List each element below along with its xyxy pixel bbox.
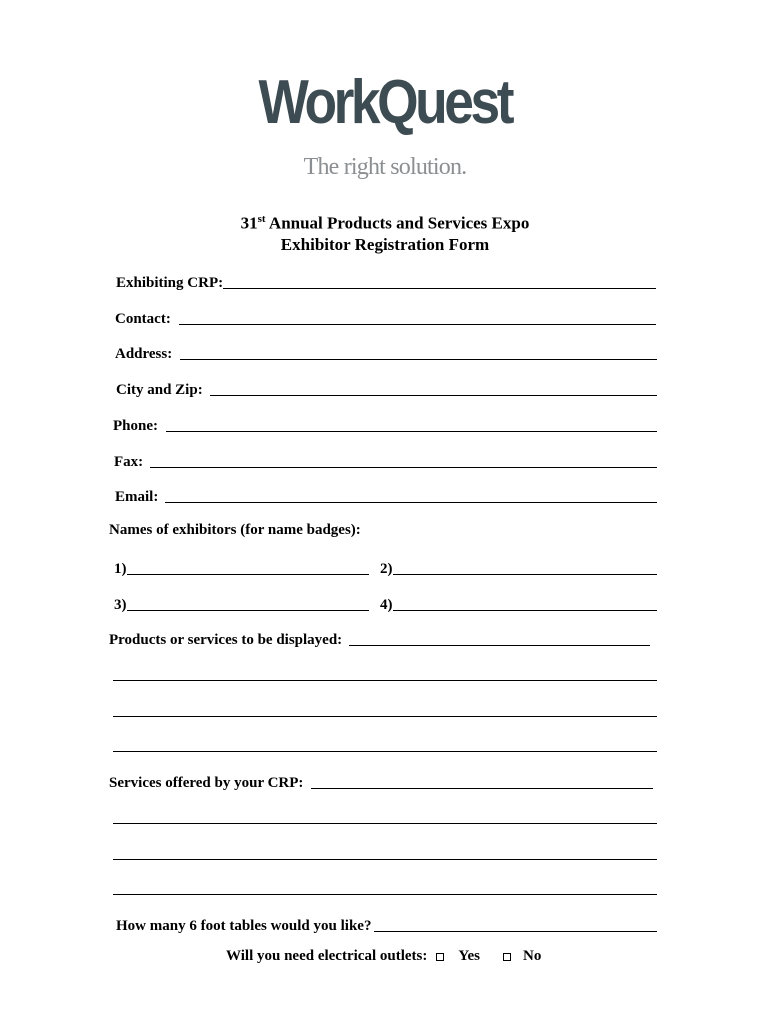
electrical-label: Will you need electrical outlets: xyxy=(226,948,428,964)
exhibitor-2-input[interactable] xyxy=(393,574,658,575)
products-field[interactable] xyxy=(109,628,650,648)
no-checkbox[interactable] xyxy=(503,953,511,961)
city-zip-field[interactable] xyxy=(116,378,657,398)
exhibitor-1-input[interactable] xyxy=(127,574,370,575)
exhibitors-heading: Names of exhibitors (for name badges): xyxy=(109,522,361,538)
logo-tagline: The right solution. xyxy=(303,154,467,180)
tables-field[interactable] xyxy=(116,914,657,934)
yes-label: Yes xyxy=(458,948,481,964)
workquest-logo xyxy=(0,68,770,137)
form-title-line2: Exhibitor Registration Form xyxy=(280,235,490,254)
phone-input[interactable] xyxy=(166,431,657,432)
exhibitor-4-field[interactable] xyxy=(380,593,657,613)
exhibiting-crp-field[interactable] xyxy=(116,271,656,291)
products-line-3[interactable] xyxy=(113,716,657,717)
exhibitor-3-input[interactable] xyxy=(127,610,370,611)
services-field[interactable] xyxy=(109,771,653,791)
electrical-question xyxy=(226,948,541,965)
exhibiting-crp-input[interactable] xyxy=(223,288,656,289)
logo-wordmark: WorkQuest xyxy=(258,68,512,137)
exhibitor-4-input[interactable] xyxy=(393,610,658,611)
products-line-2[interactable] xyxy=(113,680,657,681)
exhibitor-1-field[interactable] xyxy=(114,557,369,577)
title-number: 31 xyxy=(240,213,258,233)
fax-field[interactable] xyxy=(114,450,657,470)
phone-label: Phone: xyxy=(113,418,158,434)
title-line1-text: Annual Products and Services Expo xyxy=(265,213,530,233)
products-label: Products or services to be displayed: xyxy=(109,632,343,648)
exhibitor-3-label: 3) xyxy=(114,597,127,613)
exhibiting-crp-label: Exhibiting CRP: xyxy=(116,275,224,291)
services-label: Services offered by your CRP: xyxy=(109,775,304,791)
exhibitor-4-label: 4) xyxy=(380,597,393,613)
fax-label: Fax: xyxy=(114,454,144,470)
city-zip-label: City and Zip: xyxy=(116,382,203,398)
contact-label: Contact: xyxy=(115,311,171,327)
address-input[interactable] xyxy=(180,359,657,360)
services-line-3[interactable] xyxy=(113,859,657,860)
products-input[interactable] xyxy=(349,645,650,646)
exhibitor-3-field[interactable] xyxy=(114,593,369,613)
exhibitor-2-field[interactable] xyxy=(380,557,657,577)
services-line-2[interactable] xyxy=(113,823,657,824)
email-label: Email: xyxy=(115,489,159,505)
address-label: Address: xyxy=(115,346,173,362)
contact-field[interactable] xyxy=(115,307,656,327)
form-title-line1 xyxy=(0,213,770,234)
title-suffix: st xyxy=(257,213,266,225)
services-input[interactable] xyxy=(311,788,653,789)
exhibitor-1-label: 1) xyxy=(114,561,127,577)
tables-label: How many 6 foot tables would you like? xyxy=(116,918,372,934)
exhibitor-2-label: 2) xyxy=(380,561,393,577)
email-input[interactable] xyxy=(165,502,657,503)
contact-input[interactable] xyxy=(179,324,656,325)
address-field[interactable] xyxy=(115,342,657,362)
tables-input[interactable] xyxy=(374,931,657,932)
email-field[interactable] xyxy=(115,485,657,505)
yes-checkbox[interactable] xyxy=(436,953,444,961)
fax-input[interactable] xyxy=(150,467,657,468)
phone-field[interactable] xyxy=(113,414,657,434)
services-line-4[interactable] xyxy=(113,894,657,895)
no-label: No xyxy=(523,948,542,964)
city-zip-input[interactable] xyxy=(210,395,657,396)
products-line-4[interactable] xyxy=(113,751,657,752)
